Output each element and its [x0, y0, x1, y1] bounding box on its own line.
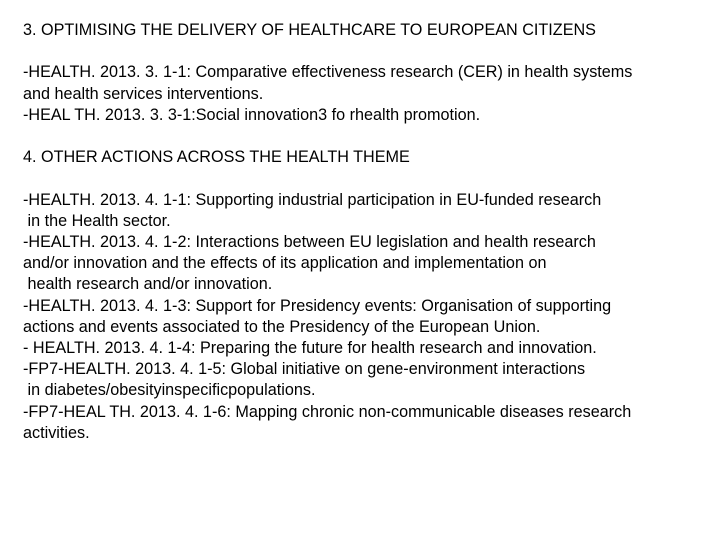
topic-line: [23, 62, 703, 83]
topic-text: : Mapping chronic non-communicable diseases research: [226, 402, 632, 421]
topic-code: -HEALTH. 2013. 4. 1-1: [23, 190, 187, 209]
spacer: [23, 168, 703, 189]
topic-text: : Comparative effectiveness research (CER) in health systems: [186, 63, 633, 82]
topic-line: [23, 84, 703, 105]
topic-line: [23, 423, 703, 444]
topic-code: - HEALTH. 2013. 4. 1-4: [23, 339, 191, 357]
topic-text: : Supporting industrial participation in EU-funded research: [186, 190, 602, 209]
topic-code: -FP7-HEALTH. 2013. 4. 1-5: [23, 360, 222, 379]
topic-line: [23, 232, 703, 253]
topic-line: [23, 402, 703, 423]
topic-line: [23, 253, 703, 274]
topic-code: -HEALTH. 2013. 3. 1-1: [23, 63, 187, 82]
topic-line: [23, 211, 703, 232]
topic-line: [23, 274, 703, 295]
topic-text: : Interactions between EU legislation and health research: [186, 232, 596, 251]
topic-text: activities.: [23, 423, 90, 442]
topic-text: : Preparing the future for health research and innovation.: [190, 339, 597, 357]
spacer: [23, 41, 703, 62]
topic-text: in diabetes/obesityinspecificpopulations.: [23, 381, 316, 400]
topic-text: actions and events associated to the Presidency of the European Union.: [23, 317, 541, 336]
section-4-heading: 4. OTHER ACTIONS ACROSS THE HEALTH THEME: [23, 148, 410, 167]
topic-text: and/or innovation and the effects of its application and implementation on: [23, 254, 547, 273]
topic-code: -HEAL TH. 2013. 3. 3-1: [23, 105, 192, 124]
topic-text: : Support for Presidency events: Organisation of supporting: [186, 296, 612, 315]
spacer: [23, 126, 703, 147]
topic-line: [23, 105, 703, 126]
topic-code: -HEALTH. 2013. 4. 1-2: [23, 232, 187, 251]
section-3-heading: 3. OPTIMISING THE DELIVERY OF HEALTHCARE TO EUROPEAN CITIZENS: [23, 21, 596, 39]
topic-text: :Social innovation3 fo rhealth promotion.: [191, 105, 481, 124]
topic-line: [23, 296, 703, 317]
topic-code: -HEALTH. 2013. 4. 1-3: [23, 296, 187, 315]
topic-line: [23, 359, 703, 380]
topic-text: health research and/or innovation.: [23, 275, 273, 294]
topic-line: [23, 190, 703, 211]
topic-code: -FP7-HEAL TH. 2013. 4. 1-6: [23, 402, 227, 421]
topic-text: in the Health sector.: [23, 211, 171, 230]
topic-line: [23, 338, 703, 359]
topic-line: [23, 317, 703, 338]
topic-text: and health services interventions.: [23, 84, 264, 103]
topic-text: : Global initiative on gene-environment interactions: [221, 360, 586, 379]
slide-content: [23, 20, 703, 444]
topic-line: [23, 380, 703, 401]
